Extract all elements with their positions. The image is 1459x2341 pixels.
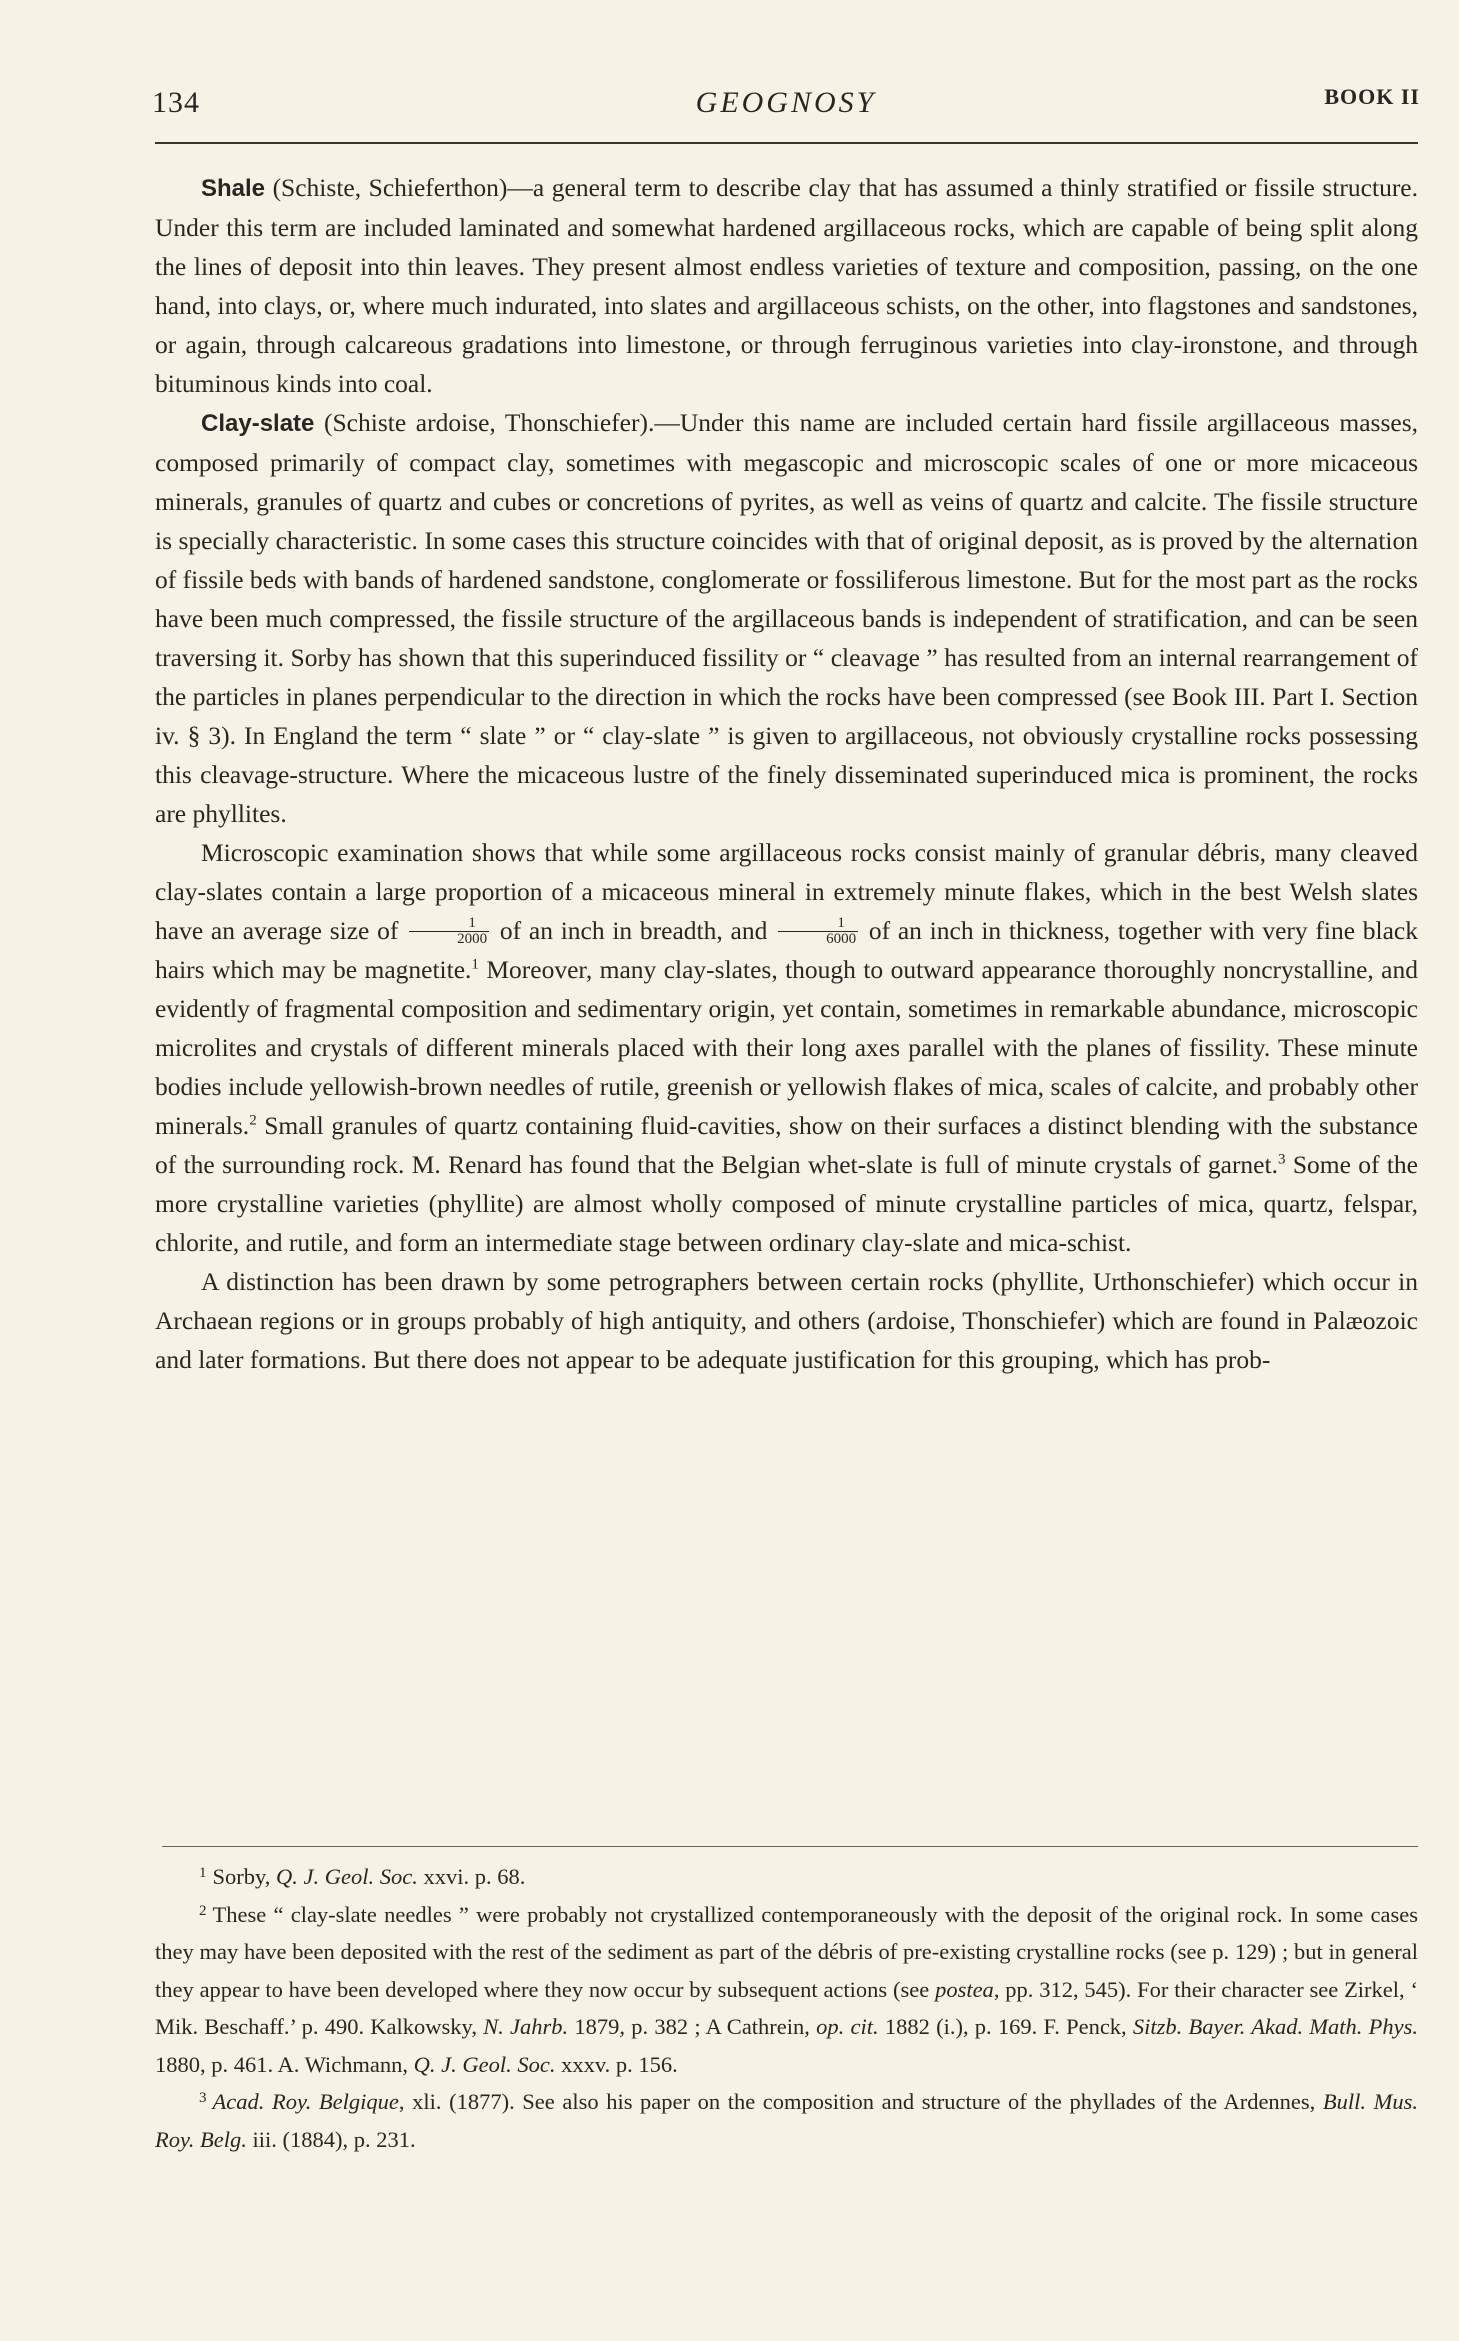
citation-journal: Bull. Mus. Roy. Belg. [155,2089,1418,2152]
footnote-text: , xli. (1877). See also his paper on the composition and structure of the phyllades of the Ardennes, [398,2089,1323,2114]
microscopic-text-1: Microscopic examination shows that while some argillaceous rocks consist mainly of granular débris, many cleaved clay-slates contain a large proportion of a micaceous mineral in extremely minute flakes, which in the best Welsh slates have an average size of [155,838,1418,945]
body-text [155,168,1418,1379]
citation-italic: op. cit. [816,2014,879,2039]
citation-journal: Acad. Roy. Belgique [212,2089,399,2114]
footnote-text: Sorby, [212,1864,277,1889]
term-shale: Shale [201,175,266,202]
page-header [152,82,1420,122]
footnote-text: These “ clay-slate needles ” were probably not crystallized contemporaneously with the deposit of the original rock. In some cases they may have been deposited with the rest of the sediment as part of the débris of pre-existing crystalline rocks (see p. 129) ; but in general they appear to have been developed where they now occur by subsequent actions (see [155,1901,1418,2002]
footnote-text: xxvi. p. 68. [417,1864,526,1889]
page-number: 134 [152,86,200,119]
shale-text: (Schiste, Schieferthon)—a general term to describe clay that has assumed a thinly stratified or fissile structure. Under this term are included laminated and somewhat hardened argillaceous rocks, which are capable of being split along the lines of deposit into thin leaves. They present almost endless varieties of texture and composition, passing, on the one hand, into clays, or, where much indurated, into slates and argillaceous schists, on the other, into flagstones and sandstones, or again, through calcareous gradations into limestone, or through ferruginous varieties into clay-ironstone, and through bituminous kinds into coal. [155,173,1418,398]
book-label: BOOK II [1324,84,1420,109]
paragraph-microscopic [155,833,1418,1262]
footnote-rule [162,1846,1418,1847]
footnote-text: , pp. 312, 545). For their character see Zirkel, ‘ Mik. Beschaff.’ p. 490. Kalkowsky, [155,1976,1418,2039]
citation-journal: Q. J. Geol. Soc. [276,1864,418,1889]
footnote-text: iii. (1884), p. 231. [246,2126,416,2152]
fraction-numerator: 1 [778,916,858,932]
microscopic-text-5: Small granules of quartz containing fluid-cavities, show on their surfaces a distinct blending with the substance of the surrounding rock. M. Renard has found that the Belgian whet-slate is full of minute crystals of garnet. [155,1111,1418,1179]
header-rule [155,142,1418,144]
paragraph-distinction: A distinction has been drawn by some petrographers between certain rocks (phyllite, Urthonschiefer) which occur in Archaean regions or in groups probably of high antiquity, and others (ardoise, Thonschiefer) which are found in Palæozoic and later formations. But there does not appear to be adequate justification for this grouping, which has prob- [155,1267,1418,1374]
fraction-breadth [409,916,489,947]
microscopic-text-3: of an inch in thickness, together with very fine black hairs which may be magnetite. [155,916,1418,984]
footnote-text: 1882 (i.), p. 169. F. Penck, [878,2014,1133,2039]
microscopic-text-2: of an inch in breadth, and [492,916,776,945]
running-title: GEOGNOSY [695,86,877,119]
footnote-2 [155,1896,1418,2084]
footnote-text: 1880, p. 461. A. Wichmann, [155,2051,414,2077]
footnote-ref-3: 3 [1277,1151,1286,1168]
footnote-1 [155,1858,1418,1896]
footnote-mark: 2 [199,1902,207,1919]
footnote-text: 1879, p. 382 ; A Cathrein, [568,2014,817,2039]
footnote-mark: 3 [199,2090,207,2106]
citation-journal: N. Jahrb. [483,2014,569,2039]
footnote-ref-2: 2 [249,1112,257,1129]
footnote-text: xxxv. p. 156. [555,2051,678,2077]
microscopic-text-4: Moreover, many clay-slates, though to outward appearance thoroughly noncrystalline, and evidently of fragmental composition and sedimentary origin, yet contain, sometimes in remarkable abundance, microscopic microlites and crystals of different minerals placed with their long axes parallel with the planes of fissility. These minute bodies include yellowish-brown needles of rutile, greenish or yellowish flakes of mica, scales of calcite, and probably other minerals. [155,955,1419,1140]
citation-journal: Q. J. Geol. Soc. [413,2051,556,2077]
citation-italic: postea [935,1976,994,2002]
term-clay-slate: Clay-slate [201,410,315,437]
footnotes [155,1858,1418,2158]
footnote-mark: 1 [199,1865,207,1881]
citation-journal: Sitzb. Bayer. Akad. Math. Phys. [1132,2014,1419,2039]
paragraph-clay-slate [155,403,1418,833]
fraction-numerator: 1 [409,916,489,932]
paragraph-shale [155,168,1418,403]
fraction-denominator: 6000 [826,931,857,947]
microscopic-text-6: Some of the more crystalline varieties (phyllite) are almost wholly composed of minute crystalline particles of mica, quartz, felspar, chlorite, and rutile, and form an intermediate stage between ordinary clay-slate and mica-schist. [155,1150,1418,1257]
fraction-denominator: 2000 [457,931,488,947]
footnote-3 [155,2083,1418,2158]
fraction-thickness [778,916,858,947]
footnote-ref-1: 1 [471,956,479,973]
clay-slate-text: (Schiste ardoise, Thonschiefer).—Under this name are included certain hard fissile argillaceous masses, composed primarily of compact clay, sometimes with megascopic and microscopic scales of one or more micaceous minerals, granules of quartz and cubes or concretions of pyrites, as well as veins of quartz and calcite. The fissile structure is specially characteristic. In some cases this structure coincides with that of original deposit, as is proved by the alternation of fissile beds with bands of hardened sandstone, conglomerate or fossiliferous limestone. But for the most part as the rocks have been much compressed, the fissile structure of the argillaceous bands is independent of stratification, and can be seen traversing it. Sorby has shown that this superinduced fissility or “ cleavage ” has resulted from an internal rearrangement of the particles in planes perpendicular to the direction in which the rocks have been compressed (see Book III. Part I. Section iv. § 3). In England the term “ slate ” or “ clay-slate ” is given to argillaceous, not obviously crystalline rocks possessing this cleavage-structure. Where the micaceous lustre of the finely disseminated superinduced mica is prominent, the rocks are phyllites. [155,408,1418,828]
